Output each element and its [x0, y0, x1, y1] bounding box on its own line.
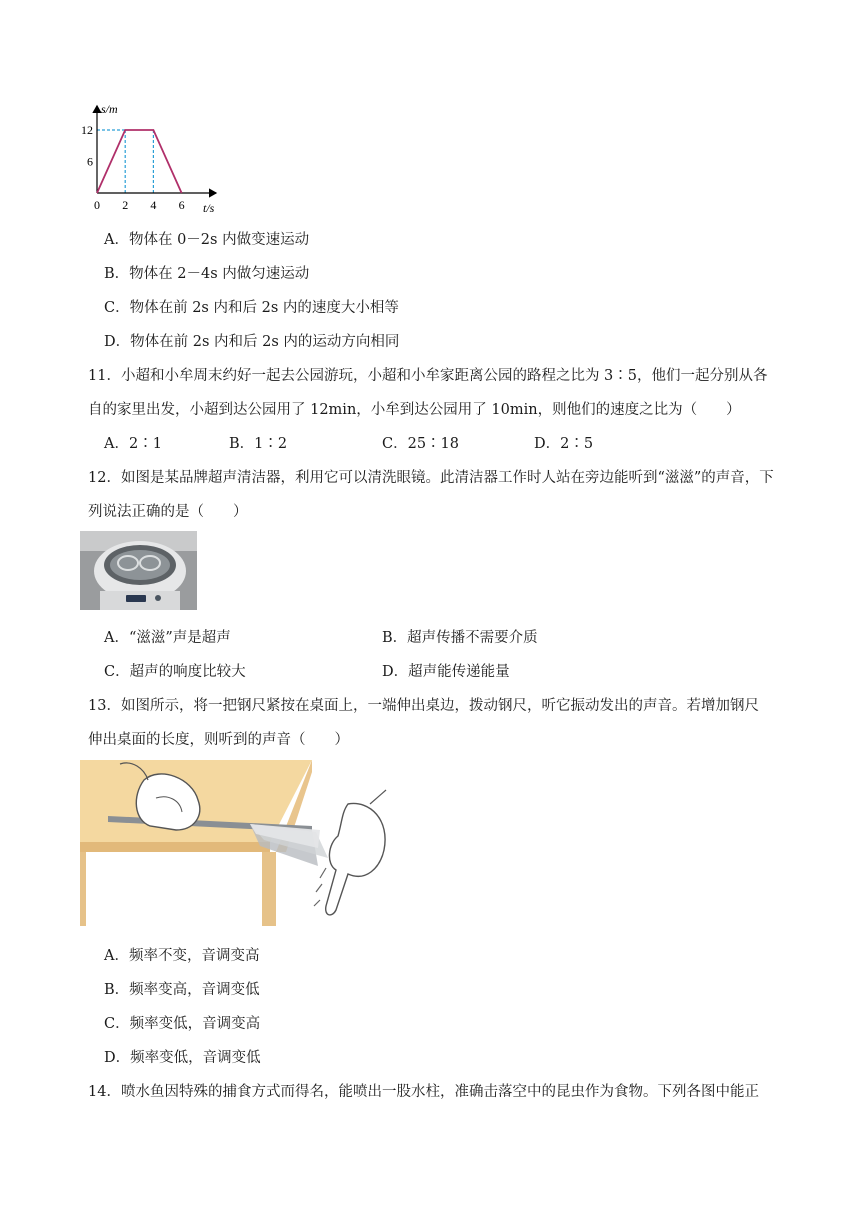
q11-stem-line1: 11．小超和小牟周末约好一起去公园游玩，小超和小牟家距离公园的路程之比为 3∶5，他们一起分别从各 — [88, 368, 768, 384]
steel-ruler-illustration — [80, 760, 410, 926]
q11-option-d: D．2∶5 — [534, 436, 594, 452]
x-tick-label: 4 — [150, 198, 157, 212]
x-tick-label: 0 — [94, 198, 100, 212]
q12-option-a: A．“滋滋”声是超声 — [104, 630, 231, 646]
q13-option-b: B．频率变高，音调变低 — [104, 982, 260, 998]
q10-option-b: B．物体在 2－4s 内做匀速运动 — [104, 266, 310, 282]
x-axis-label: t/s — [203, 201, 215, 215]
q12-option-d: D．超声能传递能量 — [382, 664, 510, 680]
q12-option-c: C．超声的响度比较大 — [104, 664, 246, 680]
q13-stem-line1: 13．如图所示，将一把钢尺紧按在桌面上，一端伸出桌边，拨动钢尺，听它振动发出的声音。若增加钢尺 — [88, 698, 759, 714]
q10-option-a: A．物体在 0－2s 内做变速运动 — [104, 232, 310, 248]
q11-option-b: B．1∶2 — [229, 436, 288, 452]
y-axis-label: s/m — [101, 102, 118, 116]
q12-stem-line2: 列说法正确的是（ ） — [88, 504, 248, 520]
y-tick-label: 12 — [81, 123, 93, 137]
q13-option-c: C．频率变低，音调变高 — [104, 1016, 261, 1032]
q11-option-c: C．25∶18 — [382, 436, 459, 452]
q10-option-c: C．物体在前 2s 内和后 2s 内的速度大小相等 — [104, 300, 399, 316]
st-graph — [80, 100, 230, 218]
y-tick-label: 6 — [87, 154, 93, 169]
q13-option-d: D．频率变低，音调变低 — [104, 1050, 261, 1066]
distance-time-line — [97, 130, 182, 193]
q12-option-b: B．超声传播不需要介质 — [382, 630, 538, 646]
q11-option-a: A．2∶1 — [104, 436, 162, 452]
q13-stem-line2: 伸出桌面的长度，则听到的声音（ ） — [88, 732, 349, 748]
x-tick-label: 2 — [122, 198, 129, 212]
q10-option-d: D．物体在前 2s 内和后 2s 内的运动方向相同 — [104, 334, 400, 350]
q13-option-a: A．频率不变，音调变高 — [104, 948, 260, 964]
x-tick-label: 6 — [178, 198, 185, 212]
ultrasonic-cleaner-photo — [80, 531, 197, 610]
q14-stem-line1: 14．喷水鱼因特殊的捕食方式而得名，能喷出一股水柱，准确击落空中的昆虫作为食物。下列各图中能正 — [88, 1084, 759, 1100]
q11-stem-line2: 自的家里出发，小超到达公园用了 12min，小牟到达公园用了 10min，则他们的速度之比为（ ） — [88, 402, 741, 418]
q12-stem-line1: 12．如图是某品牌超声清洁器，利用它可以清洗眼镜。此清洁器工作时人站在旁边能听到“滋滋”的声音，下 — [88, 470, 774, 486]
